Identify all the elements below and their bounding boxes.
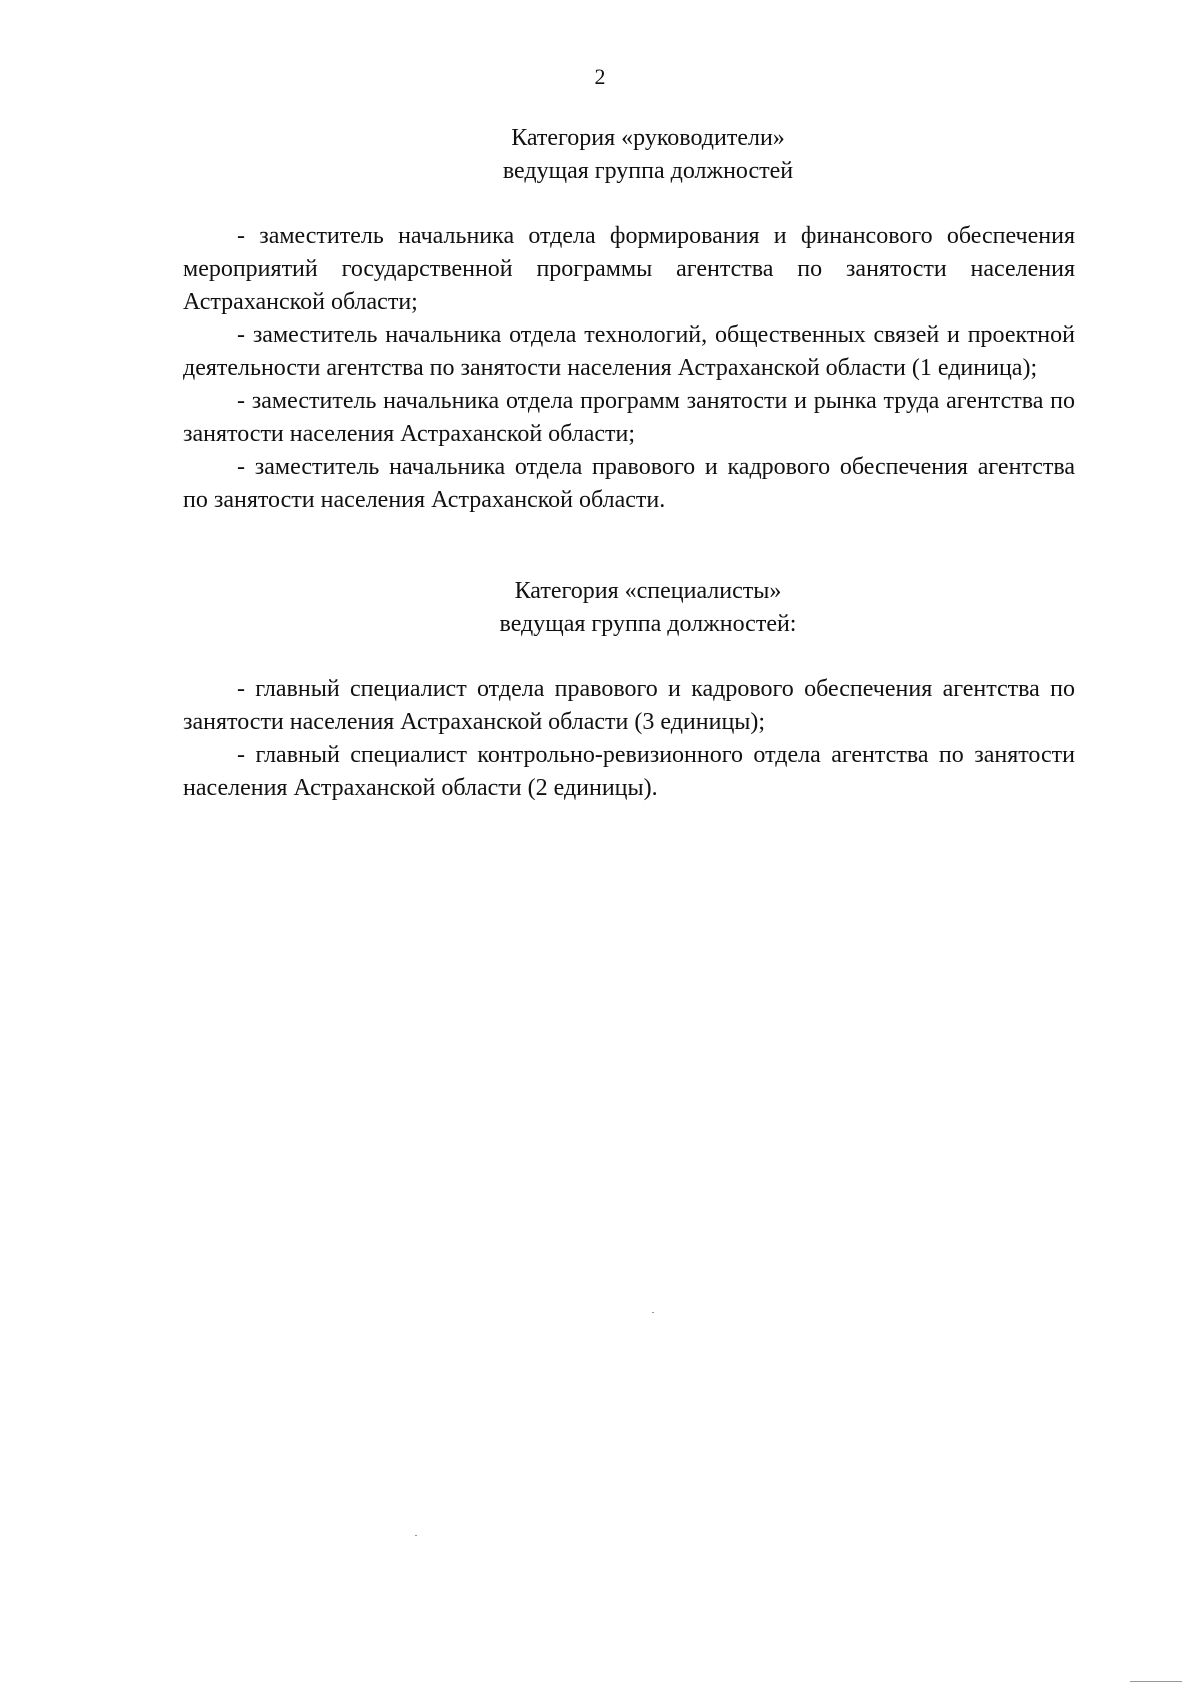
category-title: Категория «специалисты» (514, 578, 782, 604)
page-number: 2 (594, 64, 606, 89)
group-title: ведущая группа должностей: (499, 611, 797, 637)
position-item: - заместитель начальника отдела формирования и финансового обеспечения мероприятий государственной программы агентства по занятости населения Астраханской области; (183, 223, 1075, 315)
section-heading (183, 122, 1075, 188)
section-heading (183, 575, 1075, 641)
position-list (183, 220, 1075, 517)
position-item: - главный специалист отдела правового и кадрового обеспечения агентства по занятости населения Астраханской области (3 единицы); (183, 676, 1075, 735)
category-title: Категория «руководители» (511, 125, 785, 151)
section-specialists (183, 575, 1075, 805)
position-item: - заместитель начальника отдела технологий, общественных связей и проектной деятельности агентства по занятости населения Астраханской области (1 единица); (183, 322, 1075, 381)
position-list (183, 673, 1075, 805)
section-managers (183, 122, 1075, 517)
position-item: - главный специалист контрольно-ревизионного отдела агентства по занятости населения Астраханской области (2 единицы). (183, 742, 1075, 801)
scan-speck (1130, 1681, 1182, 1682)
scan-speck (652, 1312, 654, 1313)
scan-speck (415, 1535, 417, 1536)
position-item: - заместитель начальника отдела правового и кадрового обеспечения агентства по занятости населения Астраханской области. (183, 454, 1075, 513)
group-title: ведущая группа должностей (502, 158, 794, 184)
position-item: - заместитель начальника отдела программ занятости и рынка труда агентства по занятости населения Астраханской области; (183, 388, 1075, 447)
